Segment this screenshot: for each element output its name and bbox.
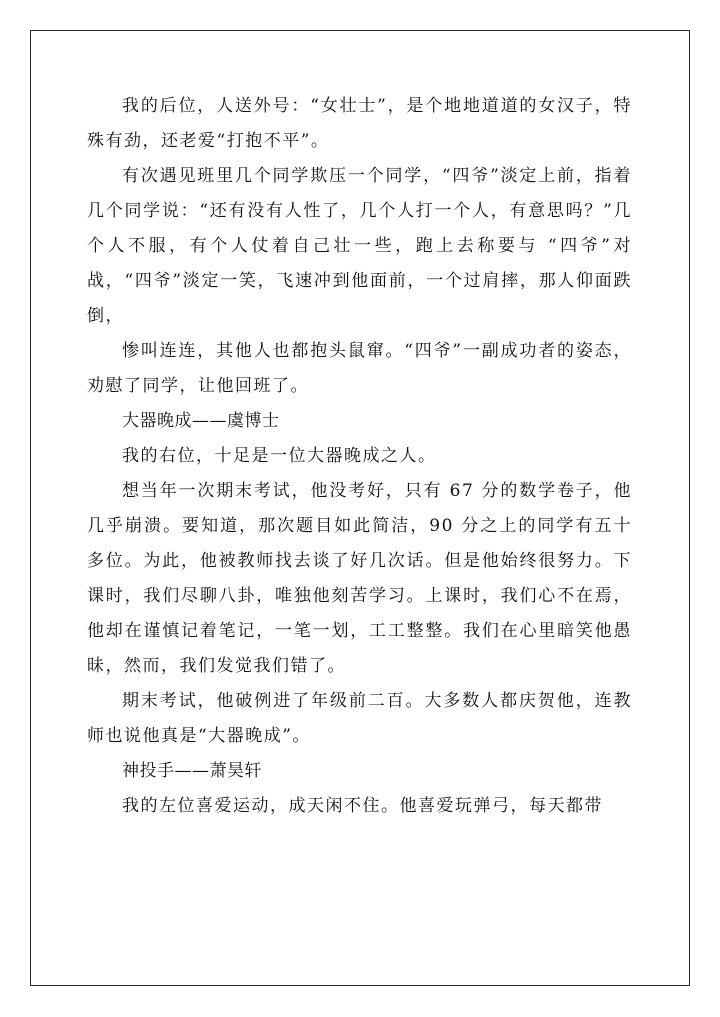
paragraph-3: 惨叫连连，其他人也都抱头鼠窜。“四爷”一副成功者的姿态，劝慰了同学，让他回班了。 <box>87 341 632 396</box>
section-heading-1: 大器晚成——虞博士 <box>122 411 280 431</box>
paragraph-2: 有次遇见班里几个同学欺压一个同学，“四爷”淡定上前，指着几个同学说：“还有没有人性了，几个人打一个人，有意思吗？”几个人不服，有个人仗着自己壮一些，跑上去称要与 “四爷”对战，“四爷”淡定一笑，飞速冲到他面前，一个过肩摔，那人仰面跌倒， <box>87 166 632 326</box>
paragraph-7: 我的左位喜爱运动，成天闲不住。他喜爱玩弹弓，每天都带 <box>122 796 603 816</box>
paragraph-5: 想当年一次期末考试，他没考好，只有 67 分的数学卷子，他几乎崩溃。要知道，那次题目如此简洁，90 分之上的同学有五十多位。为此，他被教师找去谈了好几次话。但是他始终很努力。下课时，我们尽聊八卦，唯独他刻苦学习。上课时，我们心不在焉，他却在谨慎记着笔记，一笔一划，工工整整。我们在心里暗笑他愚昧，然而，我们发觉我们错了。 <box>87 481 632 676</box>
document-body <box>87 89 632 824</box>
paragraph-4: 我的右位，十足是一位大器晚成之人。 <box>122 446 437 466</box>
paragraph-1: 我的后位，人送外号：“女壮士”，是个地地道道的女汉子，特殊有劲，还老爱“打抱不平”。 <box>87 96 632 151</box>
paragraph-6: 期末考试，他破例进了年级前二百。大多数人都庆贺他，连教师也说他真是“大器晚成”。 <box>87 691 632 746</box>
section-heading-2: 神投手——萧昊轩 <box>122 761 262 781</box>
